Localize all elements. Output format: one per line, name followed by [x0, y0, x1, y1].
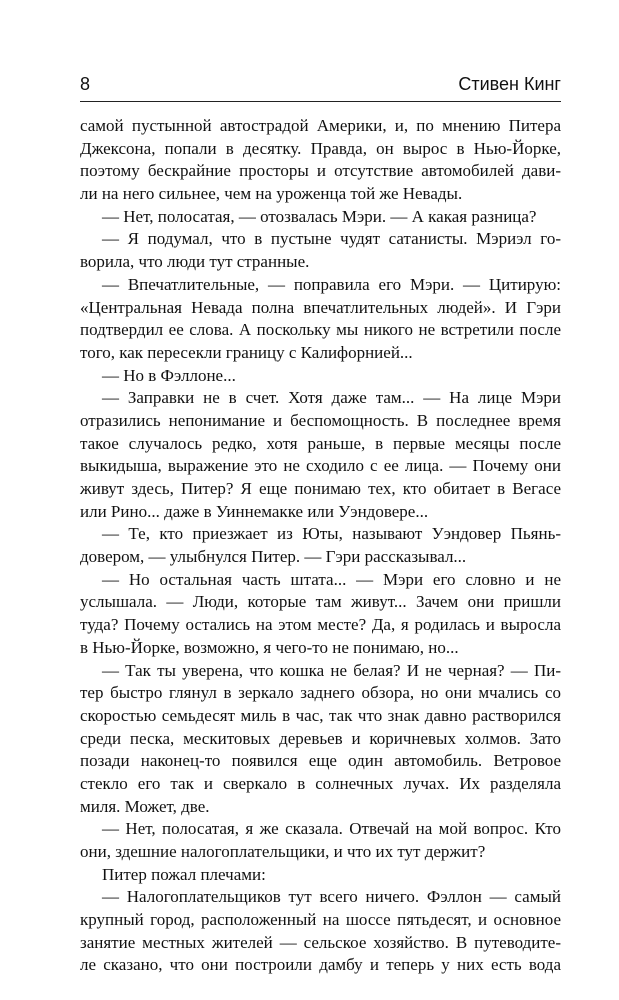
page-header: [80, 74, 561, 102]
text-line: — Те, кто приезжает из Юты, называют Уэндовер Пьянь-: [102, 524, 561, 544]
text-line: довером, — улыбнулся Питер. — Гэри рассказывал...: [80, 547, 467, 567]
text-line: выкидыша, выражение это не сходило с ее лица. — Почему они: [80, 456, 561, 476]
text-line: среди песка, мескитовых деревьев и коричневых холмов. Зато: [80, 728, 561, 748]
text-line: — Но в Фэллоне...: [102, 365, 236, 385]
text-line: подтвердил ее слова. А поскольку мы никого не встретили после: [80, 320, 561, 340]
text-line: — Нет, полосатая, — отозвалась Мэри. — А какая разница?: [102, 206, 537, 226]
text-line: «Центральная Невада полна впечатлительных людей». И Гэри: [80, 297, 561, 317]
text-line: стекло его так и сверкало в солнечных лучах. Их разделяла: [80, 773, 561, 793]
text-line: — Я подумал, что в пустыне чудят сатанисты. Мэриэл го-: [102, 229, 561, 249]
text-line: в Нью-Йорке, возможно, я чего-то не понимаю, но...: [80, 637, 459, 657]
text-line: крупный город, расположенный на шоссе пятьдесят, и основное: [80, 910, 561, 930]
text-line: Питер пожал плечами:: [102, 864, 266, 884]
text-line: или Рино... даже в Уиннемакке или Уэндовере...: [80, 501, 429, 521]
text-line: услышала. — Люди, которые там живут... Зачем они пришли: [80, 592, 561, 612]
text-line: ле сказано, что они построили дамбу и теперь у них есть вода: [80, 955, 561, 975]
text-line: самой пустынной автострадой Америки, и, по мнению Питера: [80, 116, 561, 135]
text-line: ли на него сильнее, чем на уроженца той же Невады.: [80, 184, 463, 204]
text-line: скоростью семьдесят миль в час, так что знак давно растворился: [80, 705, 561, 725]
text-line: они, здешние налогоплательщики, и что их тут держит?: [80, 842, 486, 861]
text-line: — Так ты уверена, что кошка не белая? И не черная? — Пи-: [102, 660, 561, 680]
header-divider: [80, 101, 561, 102]
text-line: туда? Почему остались на этом месте? Да, я родилась и выросла: [80, 615, 561, 635]
text-line: — Налогоплательщиков тут всего ничего. Фэллон — самый: [102, 887, 561, 907]
text-line: тер быстро глянул в зеркало заднего обзора, но они мчались со: [80, 683, 561, 703]
text-line: — Заправки не в счет. Хотя даже там... — На лице Мэри: [102, 388, 561, 408]
text-line: поэтому бескрайние просторы и отсутствие автомобилей дави-: [80, 161, 561, 181]
text-line: миля. Может, две.: [80, 796, 210, 816]
text-line: отразились непонимание и беспомощность. В последнее время: [80, 410, 561, 430]
text-line: Джексона, попали в десятку. Правда, он вырос в Нью-Йорке,: [80, 138, 561, 158]
running-title: Стивен Кинг: [458, 74, 561, 94]
text-line: позади наконец-то появился еще один автомобиль. Ветровое: [80, 751, 561, 771]
text-line: такое случалось редко, хотя раньше, в первые месяцы после: [80, 433, 561, 453]
text-line: того, как пересекли границу с Калифорнией...: [80, 342, 413, 362]
body-text: [80, 115, 561, 977]
text-line: — Впечатлительные, — поправила его Мэри. — Цитирую:: [102, 274, 561, 294]
text-line: занятие местных жителей — сельское хозяйство. В путеводите-: [80, 932, 561, 952]
page-number: 8: [80, 74, 91, 94]
text-line: — Но остальная часть штата... — Мэри его словно и не: [102, 569, 561, 589]
text-line: живут здесь, Питер? Я еще понимаю тех, кто обитает в Вегасе: [80, 479, 561, 498]
text-line: ворила, что люди тут странные.: [80, 252, 310, 272]
text-line: — Нет, полосатая, я же сказала. Отвечай на мой вопрос. Кто: [102, 819, 561, 839]
